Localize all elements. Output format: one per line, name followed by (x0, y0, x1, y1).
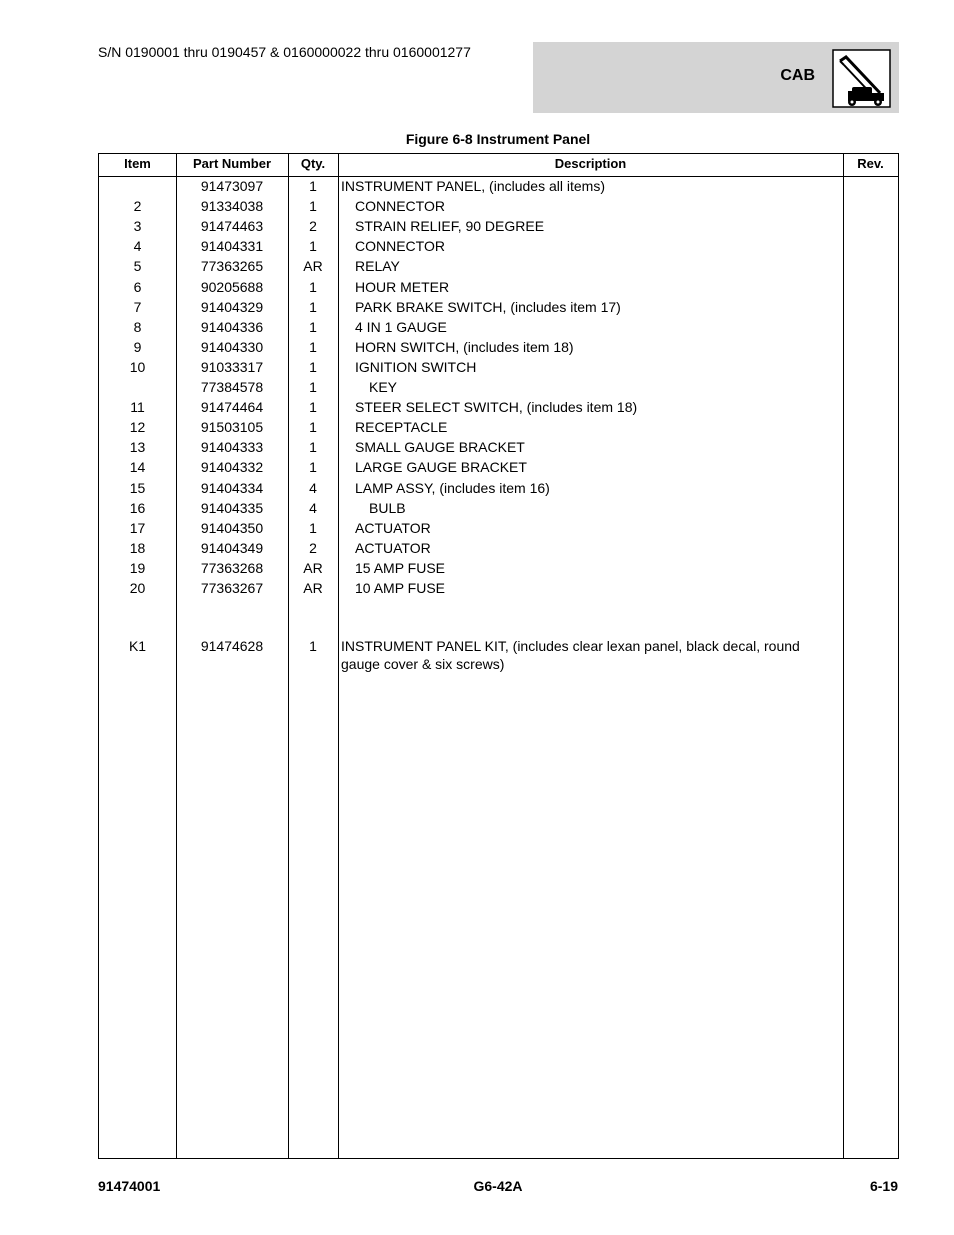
cell-item: 2 (133, 198, 142, 215)
cell-description: ACTUATOR (355, 519, 431, 536)
table-row (99, 317, 898, 337)
figure-title: Figure 6-8 Instrument Panel (405, 131, 591, 147)
footer-page-number: 6-19 (869, 1178, 898, 1194)
cell-description: LARGE GAUGE BRACKET (355, 459, 527, 476)
cell-qty: 1 (309, 298, 317, 315)
cell-part-number: 91473097 (200, 178, 264, 194)
cell-part-number: 91474463 (200, 218, 264, 235)
table-row (99, 357, 898, 377)
table-row (99, 498, 898, 518)
cell-qty: 2 (309, 218, 317, 235)
section-label: CAB (780, 67, 815, 84)
cell-part-number: 91503105 (200, 419, 264, 436)
cell-part-number: 91404332 (200, 459, 264, 476)
cell-item: 8 (133, 318, 142, 335)
cell-item: 7 (133, 298, 142, 315)
cell-part-number: 91474464 (200, 399, 264, 416)
cell-qty: 1 (309, 178, 317, 194)
cell-qty: 1 (309, 198, 317, 215)
cell-part-number: 91404350 (200, 519, 264, 536)
table-row (99, 196, 898, 216)
cell-item: 17 (129, 519, 146, 536)
table-row (99, 578, 898, 598)
cell-qty: AR (303, 258, 323, 275)
header-qty: Qty. (300, 156, 326, 171)
cell-part-number: 91334038 (200, 198, 264, 215)
table-row (99, 337, 898, 357)
cell-qty: 1 (309, 519, 317, 536)
cell-qty: 1 (309, 379, 317, 395)
cell-part-number: 91404330 (200, 338, 264, 355)
cell-description: 15 AMP FUSE (355, 559, 446, 576)
cell-description: KEY (369, 379, 398, 395)
cell-qty: 1 (309, 459, 317, 476)
cell-description: STRAIN RELIEF, 90 DEGREE (355, 218, 545, 235)
header-part-number: Part Number (192, 156, 272, 171)
table-row (99, 518, 898, 538)
cell-part-number: 90205688 (200, 278, 264, 295)
table-row-kit (99, 636, 898, 676)
cell-part-number: 77363268 (200, 559, 264, 576)
header-item: Item (124, 156, 151, 171)
cell-qty: 1 (309, 318, 317, 335)
cell-part-number: 91474628 (200, 638, 264, 654)
cell-item: 15 (129, 479, 146, 496)
cell-description: PARK BRAKE SWITCH, (includes item 17) (355, 298, 621, 315)
cell-item: 14 (129, 459, 146, 476)
table-row (99, 457, 898, 477)
table-row (99, 256, 898, 276)
table-row (99, 478, 898, 498)
cell-qty: 1 (309, 439, 317, 456)
cell-description: RELAY (355, 258, 400, 275)
cell-item: 18 (129, 539, 146, 556)
table-row (99, 216, 898, 236)
cell-item: 3 (133, 218, 142, 235)
cell-qty: 2 (309, 539, 317, 556)
cell-qty: 1 (309, 338, 317, 355)
cell-item: 20 (129, 580, 146, 596)
cell-description: STEER SELECT SWITCH, (includes item 18) (355, 399, 638, 416)
cell-description: ACTUATOR (355, 539, 431, 556)
cell-part-number: 77384578 (200, 379, 264, 395)
cell-item: 19 (129, 559, 146, 576)
cell-qty: 1 (309, 278, 317, 295)
table-row (99, 377, 898, 397)
table-row (99, 558, 898, 578)
table-row (99, 277, 898, 297)
cell-qty: 1 (309, 238, 317, 255)
header-description: Description (554, 156, 627, 171)
header-rev: Rev. (857, 156, 884, 171)
cell-part-number: 91404331 (200, 238, 264, 255)
cell-description: CONNECTOR (355, 198, 445, 215)
cell-qty: 1 (309, 638, 317, 654)
table-header (99, 154, 898, 177)
cell-part-number: 91404335 (200, 499, 264, 516)
cell-description: RECEPTACLE (355, 419, 448, 436)
section-tab (533, 42, 899, 113)
cell-part-number: 91404334 (200, 479, 264, 496)
cell-qty: 1 (309, 399, 317, 416)
table-row (99, 538, 898, 558)
table-row (99, 397, 898, 417)
table-row (99, 176, 898, 196)
cell-qty: AR (303, 559, 323, 576)
cell-qty: 4 (309, 499, 317, 516)
table-row (99, 236, 898, 256)
cell-description: 10 AMP FUSE (355, 580, 446, 596)
cell-item: 10 (129, 358, 146, 375)
cell-qty: 1 (309, 419, 317, 436)
cell-item: 12 (129, 419, 146, 436)
cell-part-number: 91404336 (200, 318, 264, 335)
cell-item: 9 (133, 338, 142, 355)
telehandler-icon (832, 49, 891, 108)
cell-item: 11 (130, 399, 145, 416)
cell-description: SMALL GAUGE BRACKET (355, 439, 525, 456)
cell-qty: 4 (309, 479, 317, 496)
cell-qty: 1 (309, 358, 317, 375)
cell-item: 4 (133, 238, 142, 255)
cell-item: 16 (129, 499, 146, 516)
cell-item: 6 (133, 278, 142, 295)
cell-description: LAMP ASSY, (includes item 16) (355, 479, 550, 496)
cell-item: K1 (128, 638, 147, 654)
table-row (99, 437, 898, 457)
cell-description: HOUR METER (355, 278, 450, 295)
cell-part-number: 91404329 (200, 298, 264, 315)
cell-item: 5 (133, 258, 142, 275)
cell-part-number: 77363265 (200, 258, 264, 275)
cell-description: INSTRUMENT PANEL, (includes all items) (341, 178, 605, 194)
cell-description: 4 IN 1 GAUGE (355, 318, 447, 335)
table-row (99, 417, 898, 437)
cell-description: BULB (369, 499, 406, 516)
serial-range: S/N 0190001 thru 0190457 & 0160000022 thru 0160001277 (98, 44, 471, 60)
cell-part-number: 91404333 (200, 439, 264, 456)
cell-item: 13 (129, 439, 146, 456)
cell-description: IGNITION SWITCH (355, 358, 477, 375)
cell-part-number: 91404349 (200, 539, 264, 556)
cell-description: HORN SWITCH, (includes item 18) (355, 338, 574, 355)
footer-model: G6-42A (473, 1178, 523, 1194)
cell-part-number: 91033317 (200, 358, 264, 375)
cell-description: CONNECTOR (355, 238, 445, 255)
cell-description: INSTRUMENT PANEL KIT, (includes clear lexan panel, black decal, round gauge cover & six screws) (341, 638, 800, 672)
footer-doc-number: 91474001 (98, 1178, 161, 1194)
parts-table (98, 153, 899, 1159)
cell-part-number: 77363267 (200, 580, 264, 596)
table-row (99, 297, 898, 317)
cell-qty: AR (303, 580, 323, 596)
